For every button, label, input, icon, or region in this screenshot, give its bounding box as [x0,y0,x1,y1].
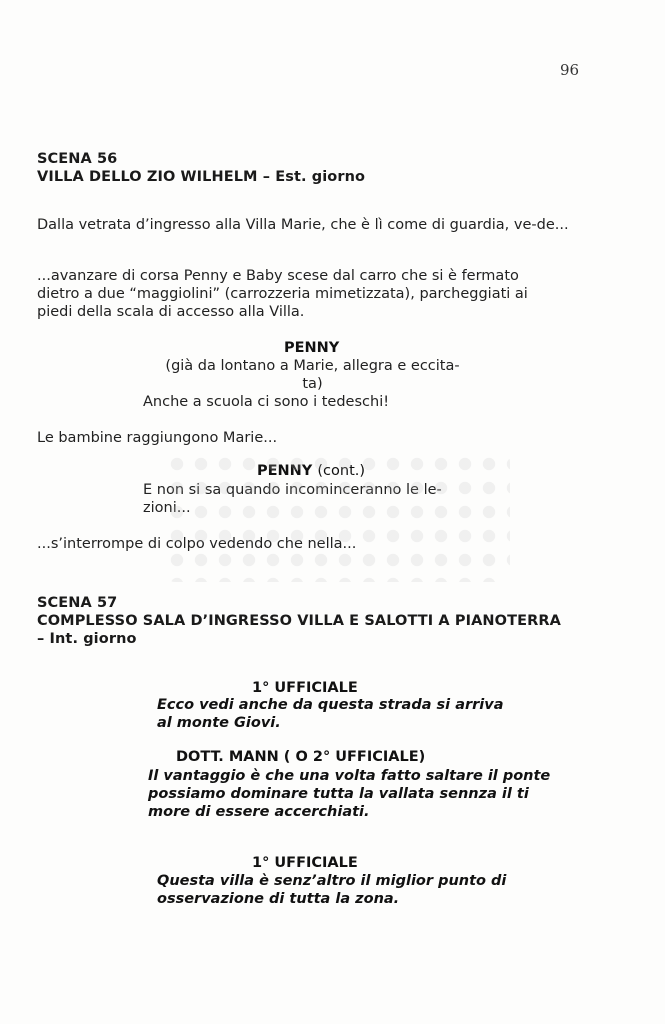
character-penny-1: PENNY [284,340,340,356]
page-number: 96 [560,61,580,79]
scene-57-slugline: COMPLESSO SALA D’INGRESSO VILLA E SALOTTI A PIANOTERRA [37,613,561,629]
scene-56-slugline: VILLA DELLO ZIO WILHELM – Est. giorno [37,169,366,185]
dialogue-ufficiale-2-line-1: Questa villa è senz’altro il miglior punto di [157,873,507,889]
scene-56-action-4: ...s’interrompe di colpo vedendo che nella... [37,536,357,552]
character-ufficiale-2: 1° UFFICIALE [252,855,358,871]
character-extension: (cont.) [317,463,366,479]
dialogue-dott-mann-line-2: possiamo dominare tutta la vallata sennza il ti [148,786,529,802]
scene-57-number: SCENA 57 [37,595,118,611]
dialogue-ufficiale-2-line-2: osservazione di tutta la zona. [157,891,400,907]
scene-56-action-2-line-2: dietro a due “maggiolini” (carrozzeria mimetizzata), parcheggiati ai [37,286,528,302]
dialogue-penny-2-line-1: E non si sa quando incominceranno le le- [143,482,442,498]
character-dott-mann: DOTT. MANN ( O 2° UFFICIALE) [176,749,426,765]
dialogue-ufficiale-1-line-2: al monte Giovi. [157,715,281,731]
scene-56-action-1: Dalla vetrata d’ingresso alla Villa Marie, che è lì come di guardia, ve-de... [37,217,569,233]
character-ufficiale-1: 1° UFFICIALE [252,680,358,696]
scene-57-time: – Int. giorno [37,631,137,647]
dialogue-penny-1: Anche a scuola ci sono i tedeschi! [143,394,390,410]
dialogue-dott-mann-line-3: more di essere accerchiati. [148,804,370,820]
dialogue-penny-2-line-2: zioni... [143,500,191,516]
scene-56-action-2-line-1: ...avanzare di corsa Penny e Baby scese dal carro che si è fermato [37,268,519,284]
character-penny-2: PENNY (cont.) [257,463,366,479]
dialogue-dott-mann-line-1: Il vantaggio è che una volta fatto saltare il ponte [148,768,551,784]
scene-56-number: SCENA 56 [37,151,118,167]
parenthetical-1-line-1: (già da lontano a Marie, allegra e eccita- [165,358,460,374]
scene-56-action-2-line-3: piedi della scala di accesso alla Villa. [37,304,305,320]
parenthetical-1-line-2: ta) [302,376,323,392]
scene-56-action-3: Le bambine raggiungono Marie... [37,430,278,446]
dialogue-ufficiale-1-line-1: Ecco vedi anche da questa strada si arriva [157,697,504,713]
